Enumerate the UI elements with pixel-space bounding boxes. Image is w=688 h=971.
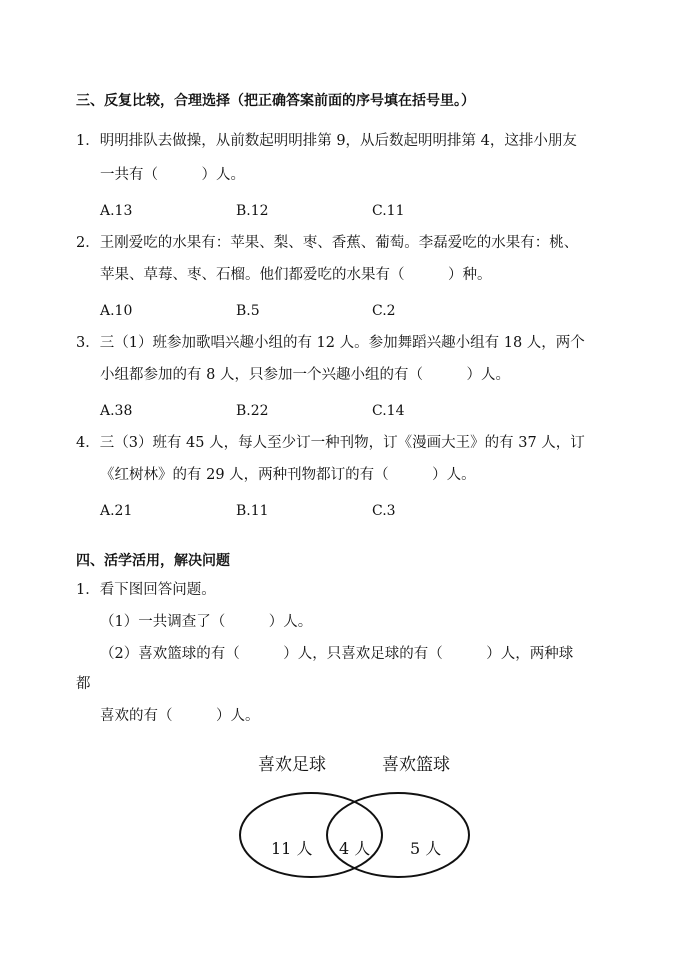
question-4-option-c: C.3 xyxy=(372,503,396,519)
section-4-sub-question-1: （1）一共调查了（ ）人。 xyxy=(100,614,313,630)
question-3-line-2: 小组都参加的有 8 人，只参加一个兴趣小组的有（ ）人。 xyxy=(100,367,510,383)
question-1-option-c: C.11 xyxy=(372,203,405,219)
section-4-question-1: 1．看下图回答问题。 xyxy=(76,582,216,598)
question-1-line-1: 1．明明排队去做操，从前数起明明排第 9，从后数起明明排第 4，这排小朋友 xyxy=(76,133,577,149)
question-4-option-b: B.11 xyxy=(236,503,269,519)
question-2-option-a: A.10 xyxy=(100,303,133,319)
question-3-option-c: C.14 xyxy=(372,403,405,419)
venn-circle-basketball xyxy=(327,793,469,877)
question-3-option-b: B.22 xyxy=(236,403,269,419)
venn-circle-football xyxy=(240,793,382,877)
question-2-line-2: 苹果、草莓、枣、石榴。他们都爱吃的水果有（ ）种。 xyxy=(100,267,492,283)
question-2-line-1: 2．王刚爱吃的水果有：苹果、梨、枣、香蕉、葡萄。李磊爱吃的水果有：桃、 xyxy=(76,235,579,251)
section-3-title: 三、反复比较，合理选择（把正确答案前面的序号填在括号里。） xyxy=(76,93,475,109)
question-1-option-a: A.13 xyxy=(100,203,133,219)
section-4-title: 四、活学活用，解决问题 xyxy=(76,553,230,569)
question-4-line-2: 《红树林》的有 29 人，两种刊物都订的有（ ）人。 xyxy=(100,467,476,483)
venn-value-both: 4 人 xyxy=(339,839,371,858)
question-1-line-2: 一共有（ ）人。 xyxy=(100,167,245,183)
venn-label-football: 喜欢足球 xyxy=(258,755,326,775)
question-4-line-1: 4．三（3）班有 45 人，每人至少订一种刊物，订《漫画大王》的有 37 人，订 xyxy=(76,435,585,451)
question-2-option-c: C.2 xyxy=(372,303,396,319)
venn-value-basketball-only: 5 人 xyxy=(410,839,442,858)
section-4-sub-question-3: 喜欢的有（ ）人。 xyxy=(100,708,260,724)
section-4-sub-question-2: （2）喜欢篮球的有（ ）人，只喜欢足球的有（ ）人，两种球 xyxy=(100,646,574,662)
question-1-option-b: B.12 xyxy=(236,203,269,219)
question-4-option-a: A.21 xyxy=(100,503,133,519)
question-3-line-1: 3．三（1）班参加歌唱兴趣小组的有 12 人。参加舞蹈兴趣小组有 18 人，两个 xyxy=(76,335,585,351)
venn-label-basketball: 喜欢篮球 xyxy=(382,755,450,775)
question-3-option-a: A.38 xyxy=(100,403,133,419)
question-2-option-b: B.5 xyxy=(236,303,260,319)
section-4-sub-question-2-continued: 都 xyxy=(76,676,91,692)
venn-value-football-only: 11 人 xyxy=(271,839,313,858)
